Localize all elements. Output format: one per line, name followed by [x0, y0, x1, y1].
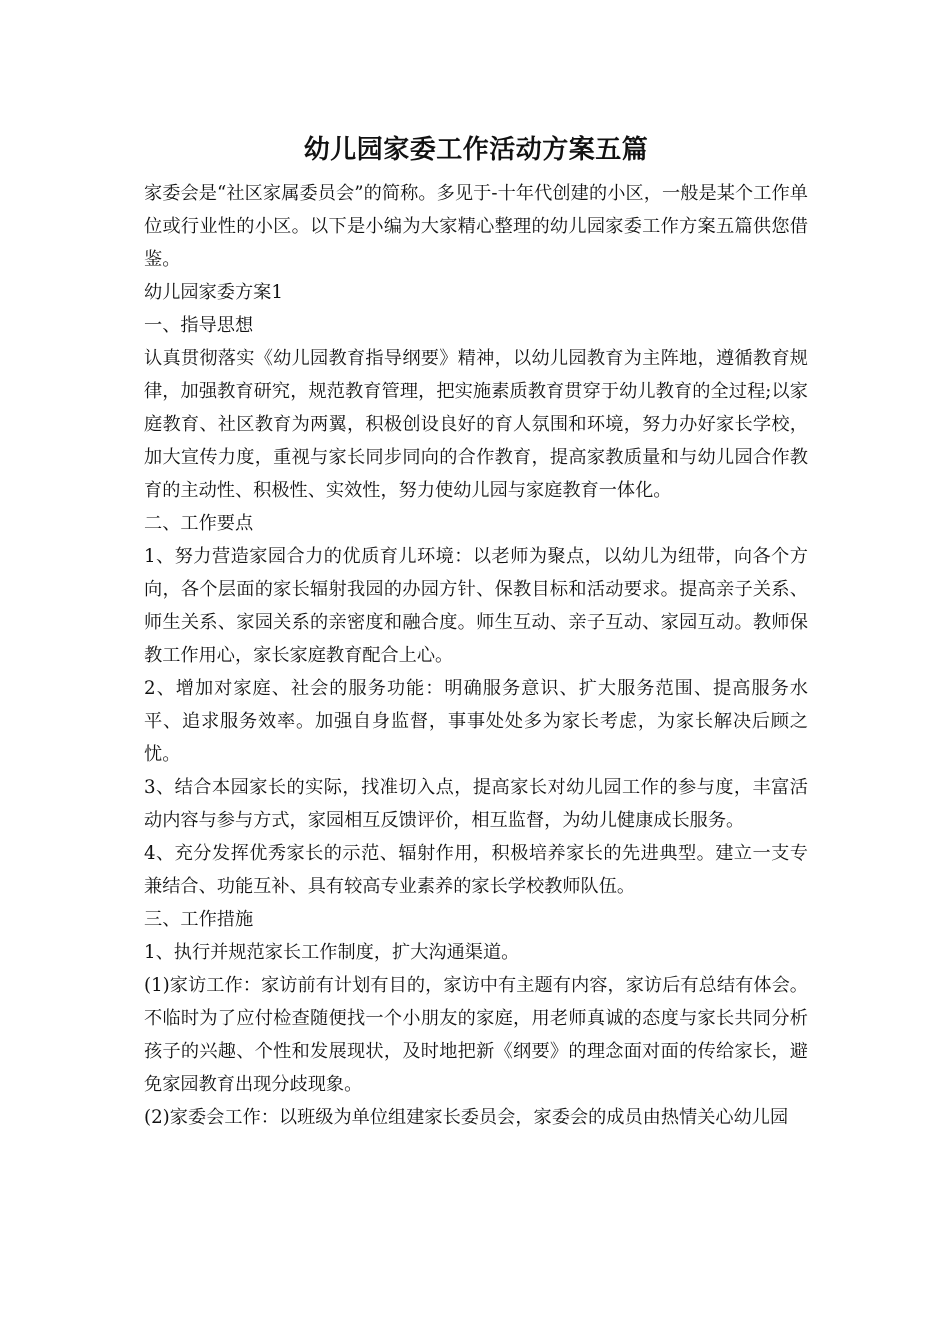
- paragraph-guiding-ideology: 认真贯彻落实《幼儿园教育指导纲要》精神，以幼儿园教育为主阵地，遵循教育规律，加强教育研究，规范教育管理，把实施素质教育贯穿于幼儿教育的全过程;以家庭教育、社区教育为两翼，积极创设良好的育人氛围和环境，努力办好家长学校，加大宣传力度，重视与家长同步同向的合作教育，提高家教质量和与幼儿园合作教育的主动性、积极性、实效性，努力使幼儿园与家庭教育一体化。: [144, 348, 808, 501]
- work-point-2: 2、增加对家庭、社会的服务功能：明确服务意识、扩大服务范围、提高服务水平、追求服务效率。加强自身监督，事事处处多为家长考虑，为家长解决后顾之忧。: [144, 678, 808, 765]
- document-page: [144, 128, 808, 1134]
- measure-1-home-visit: (1)家访工作：家访前有计划有目的，家访中有主题有内容，家访后有总结有体会。不临时为了应付检查随便找一个小朋友的家庭，用老师真诚的态度与家长共同分析孩子的兴趣、个性和发展现状，及时地把新《纲要》的理念面对面的传给家长，避免家园教育出现分歧现象。: [144, 975, 808, 1095]
- measure-1: 1、执行并规范家长工作制度，扩大沟通渠道。: [144, 942, 520, 963]
- heading-work-points: 二、工作要点: [144, 513, 254, 534]
- heading-work-measures: 三、工作措施: [144, 909, 254, 930]
- document-title: 幼儿园家委工作活动方案五篇: [303, 135, 649, 165]
- heading-guiding-ideology: 一、指导思想: [144, 315, 254, 336]
- work-point-1: 1、努力营造家园合力的优质育儿环境：以老师为聚点，以幼儿为纽带，向各个方向，各个层面的家长辐射我园的办园方针、保教目标和活动要求。提高亲子关系、师生关系、家园关系的亲密度和融合度。师生互动、亲子互动、家园互动。教师保教工作用心，家长家庭教育配合上心。: [144, 546, 808, 666]
- measure-1-parent-committee: (2)家委会工作：以班级为单位组建家长委员会，家委会的成员由热情关心幼儿园: [144, 1107, 789, 1128]
- work-point-3: 3、结合本园家长的实际，找准切入点，提高家长对幼儿园工作的参与度，丰富活动内容与参与方式，家园相互反馈评价，相互监督，为幼儿健康成长服务。: [144, 777, 808, 831]
- work-point-4: 4、充分发挥优秀家长的示范、辐射作用，积极培养家长的先进典型。建立一支专兼结合、功能互补、具有较高专业素养的家长学校教师队伍。: [144, 843, 808, 897]
- intro-paragraph: 家委会是“社区家属委员会”的简称。多见于-十年代创建的小区，一般是某个工作单位或行业性的小区。以下是小编为大家精心整理的幼儿园家委工作方案五篇供您借鉴。: [144, 183, 808, 270]
- section-heading-plan-1: 幼儿园家委方案1: [144, 282, 283, 303]
